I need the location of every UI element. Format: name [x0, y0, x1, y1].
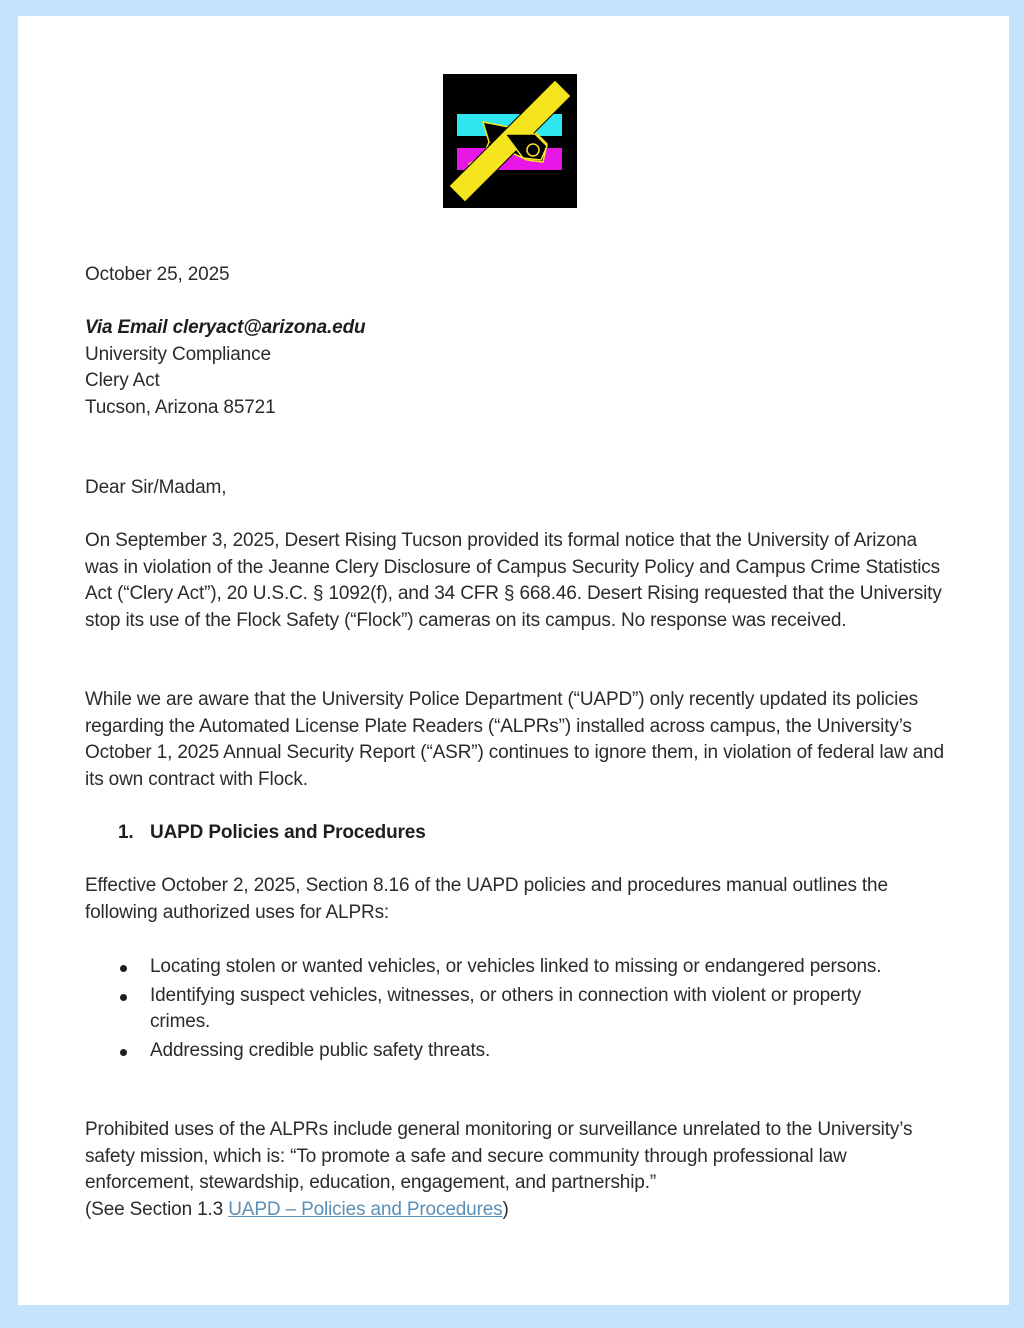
uapd-policies-link[interactable]: UAPD – Policies and Procedures	[228, 1198, 503, 1220]
bullet-icon	[120, 994, 127, 1001]
see-section-suffix: )	[502, 1198, 509, 1220]
list-item-text: Addressing credible public safety threats.	[150, 1039, 491, 1061]
bullet-icon	[120, 965, 127, 972]
list-item	[85, 983, 945, 1036]
section-title: UAPD Policies and Procedures	[150, 822, 426, 843]
recipient-address	[85, 315, 945, 421]
list-item	[85, 1038, 945, 1065]
paragraph-asr: While we are aware that the University Police Department (“UAPD”) only recently updated its policies regarding the Automated License Plate Readers (“ALPRs”) installed across campus, the University’s October 1, 2025 Annual Security Report (“ASR”) continues to ignore them, in violation of federal law and its own contract with Flock.	[85, 689, 944, 790]
salutation: Dear Sir/Madam,	[85, 477, 227, 498]
bullet-icon	[120, 1049, 127, 1056]
crossed-out-surveillance-camera-icon	[443, 74, 577, 208]
letter-date: October 25, 2025	[85, 264, 230, 285]
see-section-prefix: (See Section 1.3	[85, 1198, 229, 1220]
recipient-line: Clery Act	[85, 370, 160, 391]
list-item-text: Identifying suspect vehicles, witnesses, or others in connection with violent or property crimes.	[150, 984, 862, 1032]
letter-page	[18, 16, 1009, 1305]
paragraph-prohibited-uses	[85, 1117, 945, 1223]
prohibited-uses-text: Prohibited uses of the ALPRs include general monitoring or surveillance unrelated to the University’s safety mission, which is: “To promote a safe and secure community through professional law enforcement, stewardship, education, engagement, and partnership.”	[85, 1119, 913, 1193]
list-item-text: Locating stolen or wanted vehicles, or vehicles linked to missing or endangered persons.	[150, 956, 882, 977]
authorized-uses-list	[85, 954, 945, 1066]
recipient-line: Tucson, Arizona 85721	[85, 396, 276, 418]
via-email-line: Via Email cleryact@arizona.edu	[85, 317, 366, 338]
list-item	[85, 954, 945, 981]
section-heading	[85, 820, 945, 847]
paragraph-authorized-uses: Effective October 2, 2025, Section 8.16 of the UAPD policies and procedures manual outlines the following authorized uses for ALPRs:	[85, 875, 888, 923]
section-number: 1.	[118, 822, 134, 843]
recipient-line: University Compliance	[85, 343, 271, 365]
paragraph-notice: On September 3, 2025, Desert Rising Tucson provided its formal notice that the University of Arizona was in violation of the Jeanne Clery Disclosure of Campus Security Policy and Campus Crime Statistics Act (“Clery Act”), 20 U.S.C. § 1092(f), and 34 CFR § 668.46. Desert Rising requested that the University stop its use of the Flock Safety (“Flock”) cameras on its campus. No response was received.	[85, 530, 942, 631]
